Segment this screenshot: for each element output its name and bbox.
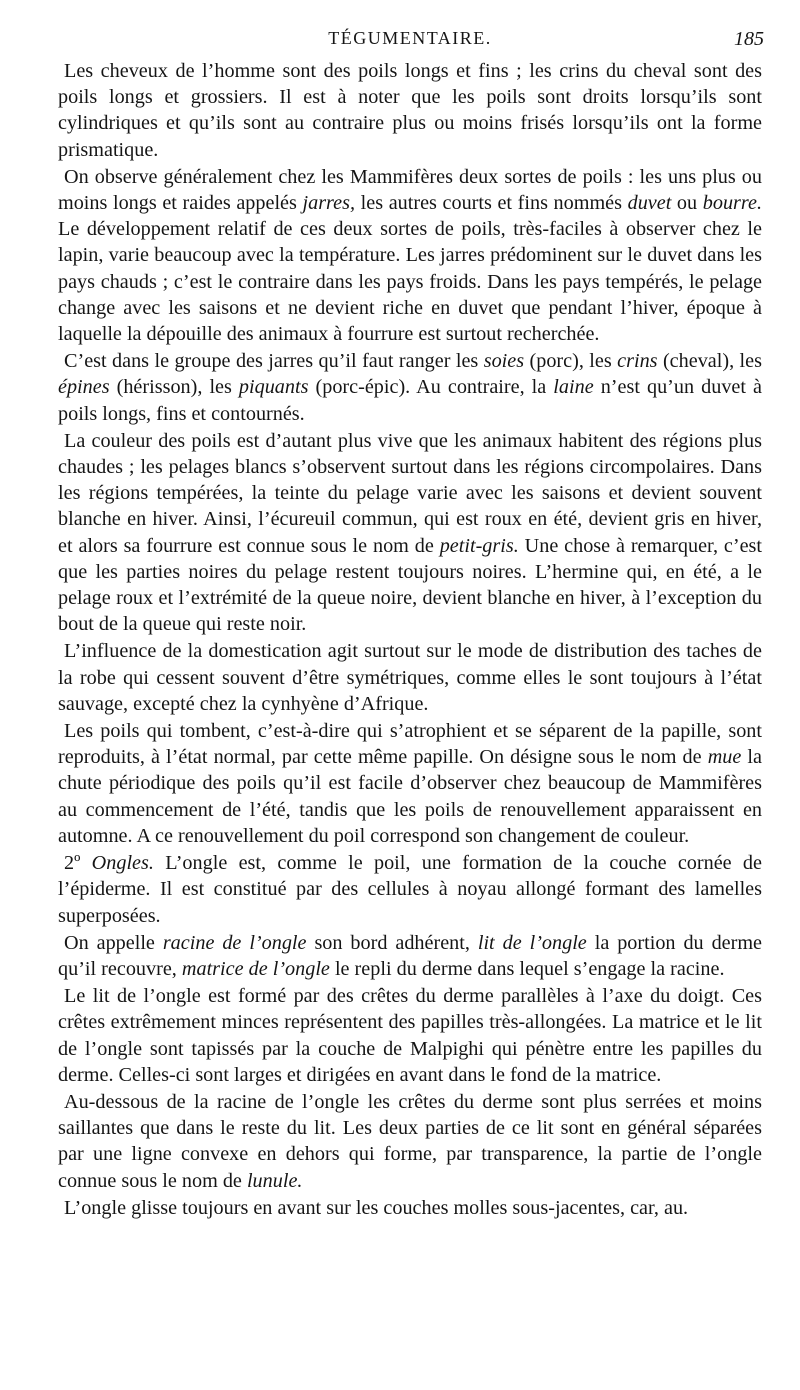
text-run: (porc), les [524,350,618,373]
italic-term: mue [707,746,742,769]
text-run: Une chose à remarquer, c’est que les parties noires du pelage restent toujours noires. L’hermine qui, en été, a le pelage roux et l’extrémité de la queue noire, devient blanche en hiver, à l’exception du bout de la queue qui reste noir. [58,534,762,636]
italic-term: duvet [627,192,672,215]
paragraph [58,930,762,982]
running-title: TÉGUMENTAIRE. [328,28,492,48]
italic-term: laine [553,376,594,399]
page-number: 185 [734,28,764,50]
paragraph [58,428,762,638]
text-run: n’est qu’un duvet à poils longs, fins et contournés. [58,376,762,425]
italic-term: Ongles. [91,852,154,875]
text-run: Le développement relatif de ces deux sortes de poils, très-faciles à observer chez le lapin, varie beaucoup avec la température. Les jarres prédominent sur le duvet dans les pays chauds ; c’est le contraire dans les pays froids. Dans les pays tempérés, le pelage change avec les saisons et ne devient riche en duvet que pendant l’hiver, époque à laquelle la dépouille des animaux à fourrure est surtout recherchée. [58,218,762,346]
text-run: son bord adhérent, [306,931,478,954]
text-run: La couleur des poils est d’autant plus vive que les animaux habitent des régions plus chaudes ; les pelages blancs s’observent surtout dans les régions circompolaires. Dans les régions tempérées, la teinte du pelage varie avec les saisons et devient souvent blanche en hiver. Ainsi, l’écureuil commun, qui est roux en été, devient gris en hiver, et alors sa fourrure est connue sous le nom de [58,429,762,557]
italic-term: jarres, [302,192,356,215]
text-run: 2º [64,852,92,875]
text-run: (hérisson), les [109,376,239,399]
paragraph [58,348,762,427]
paragraph [58,718,762,849]
italic-term: piquants [238,376,309,399]
text-run: (cheval), les [657,350,762,373]
text-run: (porc-épic). Au contraire, la [308,376,554,399]
body-text [58,58,762,1221]
italic-term: racine de l’ongle [162,931,307,954]
italic-term: crins [617,350,658,373]
paragraph [58,58,762,163]
text-run: L’ongle glisse toujours en avant sur les couches molles sous-jacentes, car, au. [64,1196,689,1219]
text-run: Les cheveux de l’homme sont des poils longs et fins ; les crins du cheval sont des poils longs et grossiers. Il est à noter que les poils sont droits lorsqu’ils sont cylindriques et qu’ils sont au contraire plus ou moins frisés lorsqu’ils ont la forme prismatique. [58,60,762,161]
paragraph [58,983,762,1088]
paragraph [58,164,762,347]
text-run: la portion du derme qu’il recouvre, [58,931,763,980]
paragraph [58,638,762,717]
text-run: C’est dans le groupe des jarres qu’il faut ranger les [64,350,484,373]
italic-term: petit-gris. [439,534,519,557]
text-run: L’influence de la domestication agit surtout sur le mode de distribution des taches de la robe qui cessent souvent d’être symétriques, comme elles le sont toujours à l’état sauvage, excepté chez la cynhyène d’Afrique. [58,640,762,715]
italic-term: lit de l’ongle [477,931,587,954]
text-run: Les poils qui tombent, c’est-à-dire qui s’atrophient et se séparent de la papille, sont reproduits, à l’état normal, par cette même papille. On désigne sous le nom de [58,720,762,769]
paragraph [58,1089,762,1194]
paragraph [58,850,762,929]
text-run: Le lit de l’ongle est formé par des crêtes du derme parallèles à l’axe du doigt. Ces crêtes extrêmement minces représentent des papilles très-allongées. La matrice et le lit de l’ongle sont tapissés par la couche de Malpighi qui pénètre entre les papilles du derme. Celles-ci sont larges et dirigées en avant dans le fond de la matrice. [58,985,762,1086]
italic-term: lunule. [246,1169,303,1192]
text-run: On appelle [64,931,163,954]
text-run: les autres courts et fins nommés [355,192,628,215]
italic-term: soies [483,350,525,373]
italic-term: épines [58,376,110,399]
text-run: On observe généralement chez les Mammifères deux sortes de poils : les uns plus ou moins longs et raides appelés [58,165,762,215]
text-run: ou [671,192,703,215]
text-run: Au-dessous de la racine de l’ongle les crêtes du derme sont plus serrées et moins saillantes que dans le reste du lit. Les deux parties de ce lit sont en général séparées par une ligne convexe en dehors qui forme, par transparence, la partie de l’ongle connue sous le nom de [58,1090,762,1192]
text-run: L’ongle est, comme le poil, une formation de la couche cornée de l’épiderme. Il est constitué par des cellules à noyau allongé formant des lamelles superposées. [58,852,762,927]
text-run: la chute périodique des poils qu’il est facile d’observer chez beaucoup de Mammifères au commencement de l’été, tandis que les poils de renouvellement apparaissent en automne. A ce renouvellement du poil correspond son changement de couleur. [58,746,762,847]
italic-term: bourre. [702,192,763,215]
text-run: le repli du derme dans lequel s’engage la racine. [329,957,725,980]
italic-term: matrice de l’ongle [181,957,330,980]
running-head [58,28,762,58]
paragraph [58,1195,762,1221]
